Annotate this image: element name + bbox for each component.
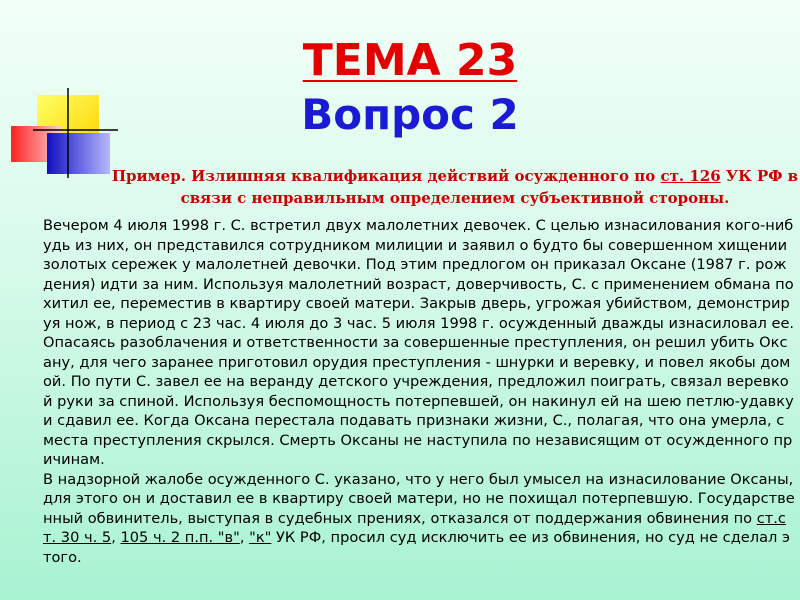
paragraph-3-text-1: В надзорной жалобе осужденного С. указано, что у него был умысел на изнасилование Оксаны, для этого он и доставил ее в квартиру своей матери, но не похищал потерпевшую. Государственный обвинитель, выступая в судебных прениях, отказался от поддержания обвинения по [43,470,795,527]
subtitle-text-2: УК РФ в связи с неправильным определением субъективной стороны. [180,167,799,207]
tema-heading: ТЕМА 23 [302,35,518,86]
article-126-link[interactable]: ст. 126 [660,167,721,185]
title-block [280,36,540,138]
vopros-heading: Вопрос 2 [301,90,519,139]
separator-2: , [239,529,250,546]
paragraph-1: Вечером 4 июля 1998 г. С. встретил двух малолетних девочек. С целью изнасилования кого-нибудь из них, он представился сотрудником милиции и заявил о будто бы совершенном хищении золотых сережек у малолетней девочки. Под этим предлогом он приказал Оксане (1987 г. рождения) идти за ним. Используя малолетний возраст, доверчивость, С. с применением обмана похитил ее, переместив в квартиру своей матери. Закрыв дверь, угрожая убийством, демонстрируя нож, в период с 23 час. 4 июля до 3 час. 5 июля 1998 г. осужденный дважды изнасиловал ее. [43,217,795,332]
blue-square [47,133,110,174]
paragraph-2: Опасаясь разоблачения и ответственности за совершенные преступления, он решил убить Оксану, для чего заранее приготовил орудия преступления - шнурки и веревку, и повел якобы домой. По пути С. завел ее на веранду детского учреждения, предложил поиграть, связал веревкой руки за спиной. Используя беспомощность потерпевшей, он накинул ей на шею петлю-удавку и сдавил ее. Когда Оксана перестала подавать признаки жизни, С., полагая, что она умерла, с места преступления скрылся. Смерть Оксаны не наступила по независящим от осужденного причинам. [43,334,794,468]
paragraph-3 [43,470,795,568]
paragraph-3-text-2: УК РФ, просил суд исключить ее из обвинения, но суд не сделал этого. [43,529,791,566]
example-subtitle [110,165,800,209]
article-105-link[interactable]: 105 ч. 2 п.п. "в" [120,529,240,546]
case-body-text [43,216,795,600]
decorative-squares [0,0,120,190]
article-30-link[interactable]: ст.ст. 30 ч. 5 [43,509,786,546]
article-k-link[interactable]: "к" [249,529,272,546]
separator-1: , [111,529,121,546]
subtitle-text-1: Пример. Излишняя квалификация действий осужденного по [111,167,661,185]
